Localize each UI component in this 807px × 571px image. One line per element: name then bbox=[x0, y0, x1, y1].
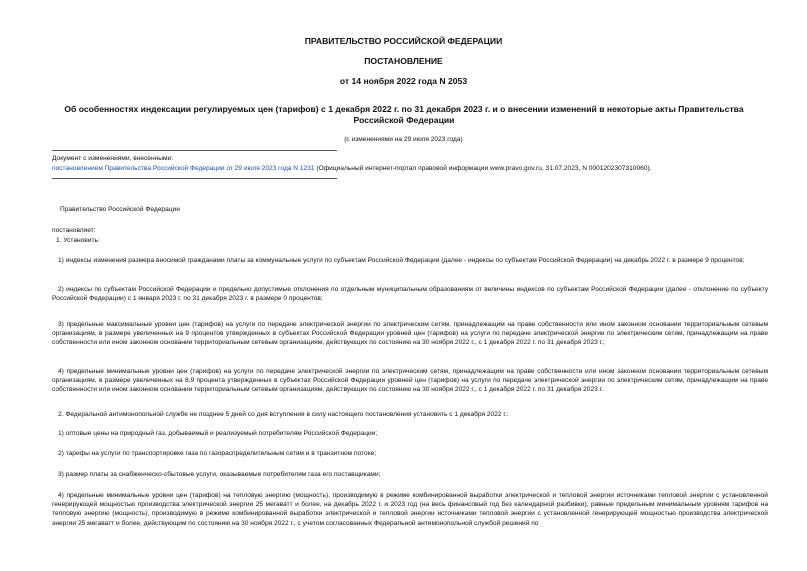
issuer: Правительство Российской Федерации bbox=[60, 206, 180, 213]
changes-intro: Документ с изменениями, внесенными: bbox=[52, 155, 174, 162]
paragraph-2-3: 3) размер платы за снабженческо-сбытовые услуги, оказываемые потребителям газа его поставщиками; bbox=[58, 471, 381, 478]
decides: постановляет: bbox=[52, 227, 96, 234]
document-date-number: от 14 ноября 2022 года N 2053 bbox=[339, 76, 468, 86]
paragraph-1-2: 2) индексы по субъектам Российской Федерации и предельно допустимые отклонения по отдельным муниципальным образованиям от величины индексов по субъектам Российской Федерации (далее - отклонение по субъекту Российской Федерации) с 1 января 2023 г. по 31 декабря 2023 г. в размере 0 процентов; bbox=[52, 286, 768, 303]
paragraph-1-3: 3) предельные максимальные уровни цен (тарифов) на услуги по передаче электрической энергии по электрическим сетям, принадлежащим на праве собственности или ином законном основании территориальным сетевым организациям, в размере увеличенных на 9 процентов утвержденных в субъектах Российской Федерации уровней цен (тарифов) на услуги по передаче электрической энергии по электрическим сетям, принадлежащим на праве собственности или ином законном основании территориальным сетевым организациям, действующих по состоянию на 30 ноября 2022 г., с 1 декабря 2022 г. по 31 декабря 2023 г.; bbox=[52, 321, 768, 347]
paragraph-2-4: 4) предельные минимальные уровни цен (тарифов) на тепловую энергию (мощность), производимую в режиме комбинированной выработки электрической и тепловой энергии источниками тепловой энергии с установленной генерирующей мощностью производства электрической энергии 25 мегаватт и более, на декабрь 2022 г. и 2023 год (на весь финансовый год без календарной разбивки), равные предельным минимальным уровням тарифов на тепловую энергию (мощность), производимую в режиме комбинированной выработки электрической и тепловой энергии источниками тепловой энергии с установленной генерирующей мощностью производства электрической энергии 25 мегаватт и более, действующим по состоянию на 30 ноября 2022 г., с учетом согласованных Федеральной антимонопольной службой решений по bbox=[52, 492, 768, 527]
document-type: ПОСТАНОВЛЕНИЕ bbox=[364, 56, 443, 66]
divider-top bbox=[52, 150, 337, 151]
amending-decree-link[interactable]: постановлением Правительства Российской Федерации от 29 июля 2023 года N 1231 bbox=[52, 165, 315, 172]
paragraph-2-1: 1) оптовые цены на природный газ, добываемый и реализуемый потребителям Российской Федерации; bbox=[58, 430, 378, 437]
divider-bottom bbox=[52, 178, 337, 179]
changes-line bbox=[52, 164, 652, 173]
paragraph-2-2: 2) тарифы на услуги по транспортировке газа по газораспределительным сетям и в транзитном потоке; bbox=[58, 450, 377, 457]
amendment-note: (с изменениями на 29 июля 2023 года) bbox=[344, 136, 463, 143]
point-2: 2. Федеральной антимонопольной службе не позднее 5 дней со дня вступления в силу настоящего постановления установить с 1 декабря 2022 г.: bbox=[58, 411, 509, 418]
document-title: Об особенностях индексации регулируемых цен (тарифов) с 1 декабря 2022 г. по 31 декабря 2023 г. и о внесении изменений в некоторые акты Правительства Российской Федерации bbox=[64, 104, 744, 125]
paragraph-1-4: 4) предельные минимальные уровни цен (тарифов) на услуги по передаче электрической энергии по электрическим сетям, принадлежащим на праве собственности или ином законном основании территориальным сетевым организациям, в размере увеличенных на 8,9 процента утвержденных в субъектах Российской Федерации уровней цен (тарифов) на услуги по передаче электрической энергии по электрическим сетям, принадлежащим на праве собственности или ином законном основании территориальным сетевым организациям, действующих по состоянию на 30 ноября 2022 г., с 1 декабря 2022 г. по 31 декабря 2023 г. bbox=[52, 368, 768, 394]
changes-source: (Официальный интернет-портал правовой информации www.pravo.gov.ru, 31.07.2023, N 0001202307310060). bbox=[314, 165, 652, 172]
government-heading: ПРАВИТЕЛЬСТВО РОССИЙСКОЙ ФЕДЕРАЦИИ bbox=[304, 36, 503, 46]
point-1: 1. Установить: bbox=[56, 237, 100, 244]
paragraph-1-1: 1) индексы изменения размера вносимой гражданами платы за коммунальные услуги по субъектам Российской Федерации (далее - индексы по субъектам Российской Федерации) на декабрь 2022 г. в размере 9 процентов; bbox=[58, 257, 745, 264]
